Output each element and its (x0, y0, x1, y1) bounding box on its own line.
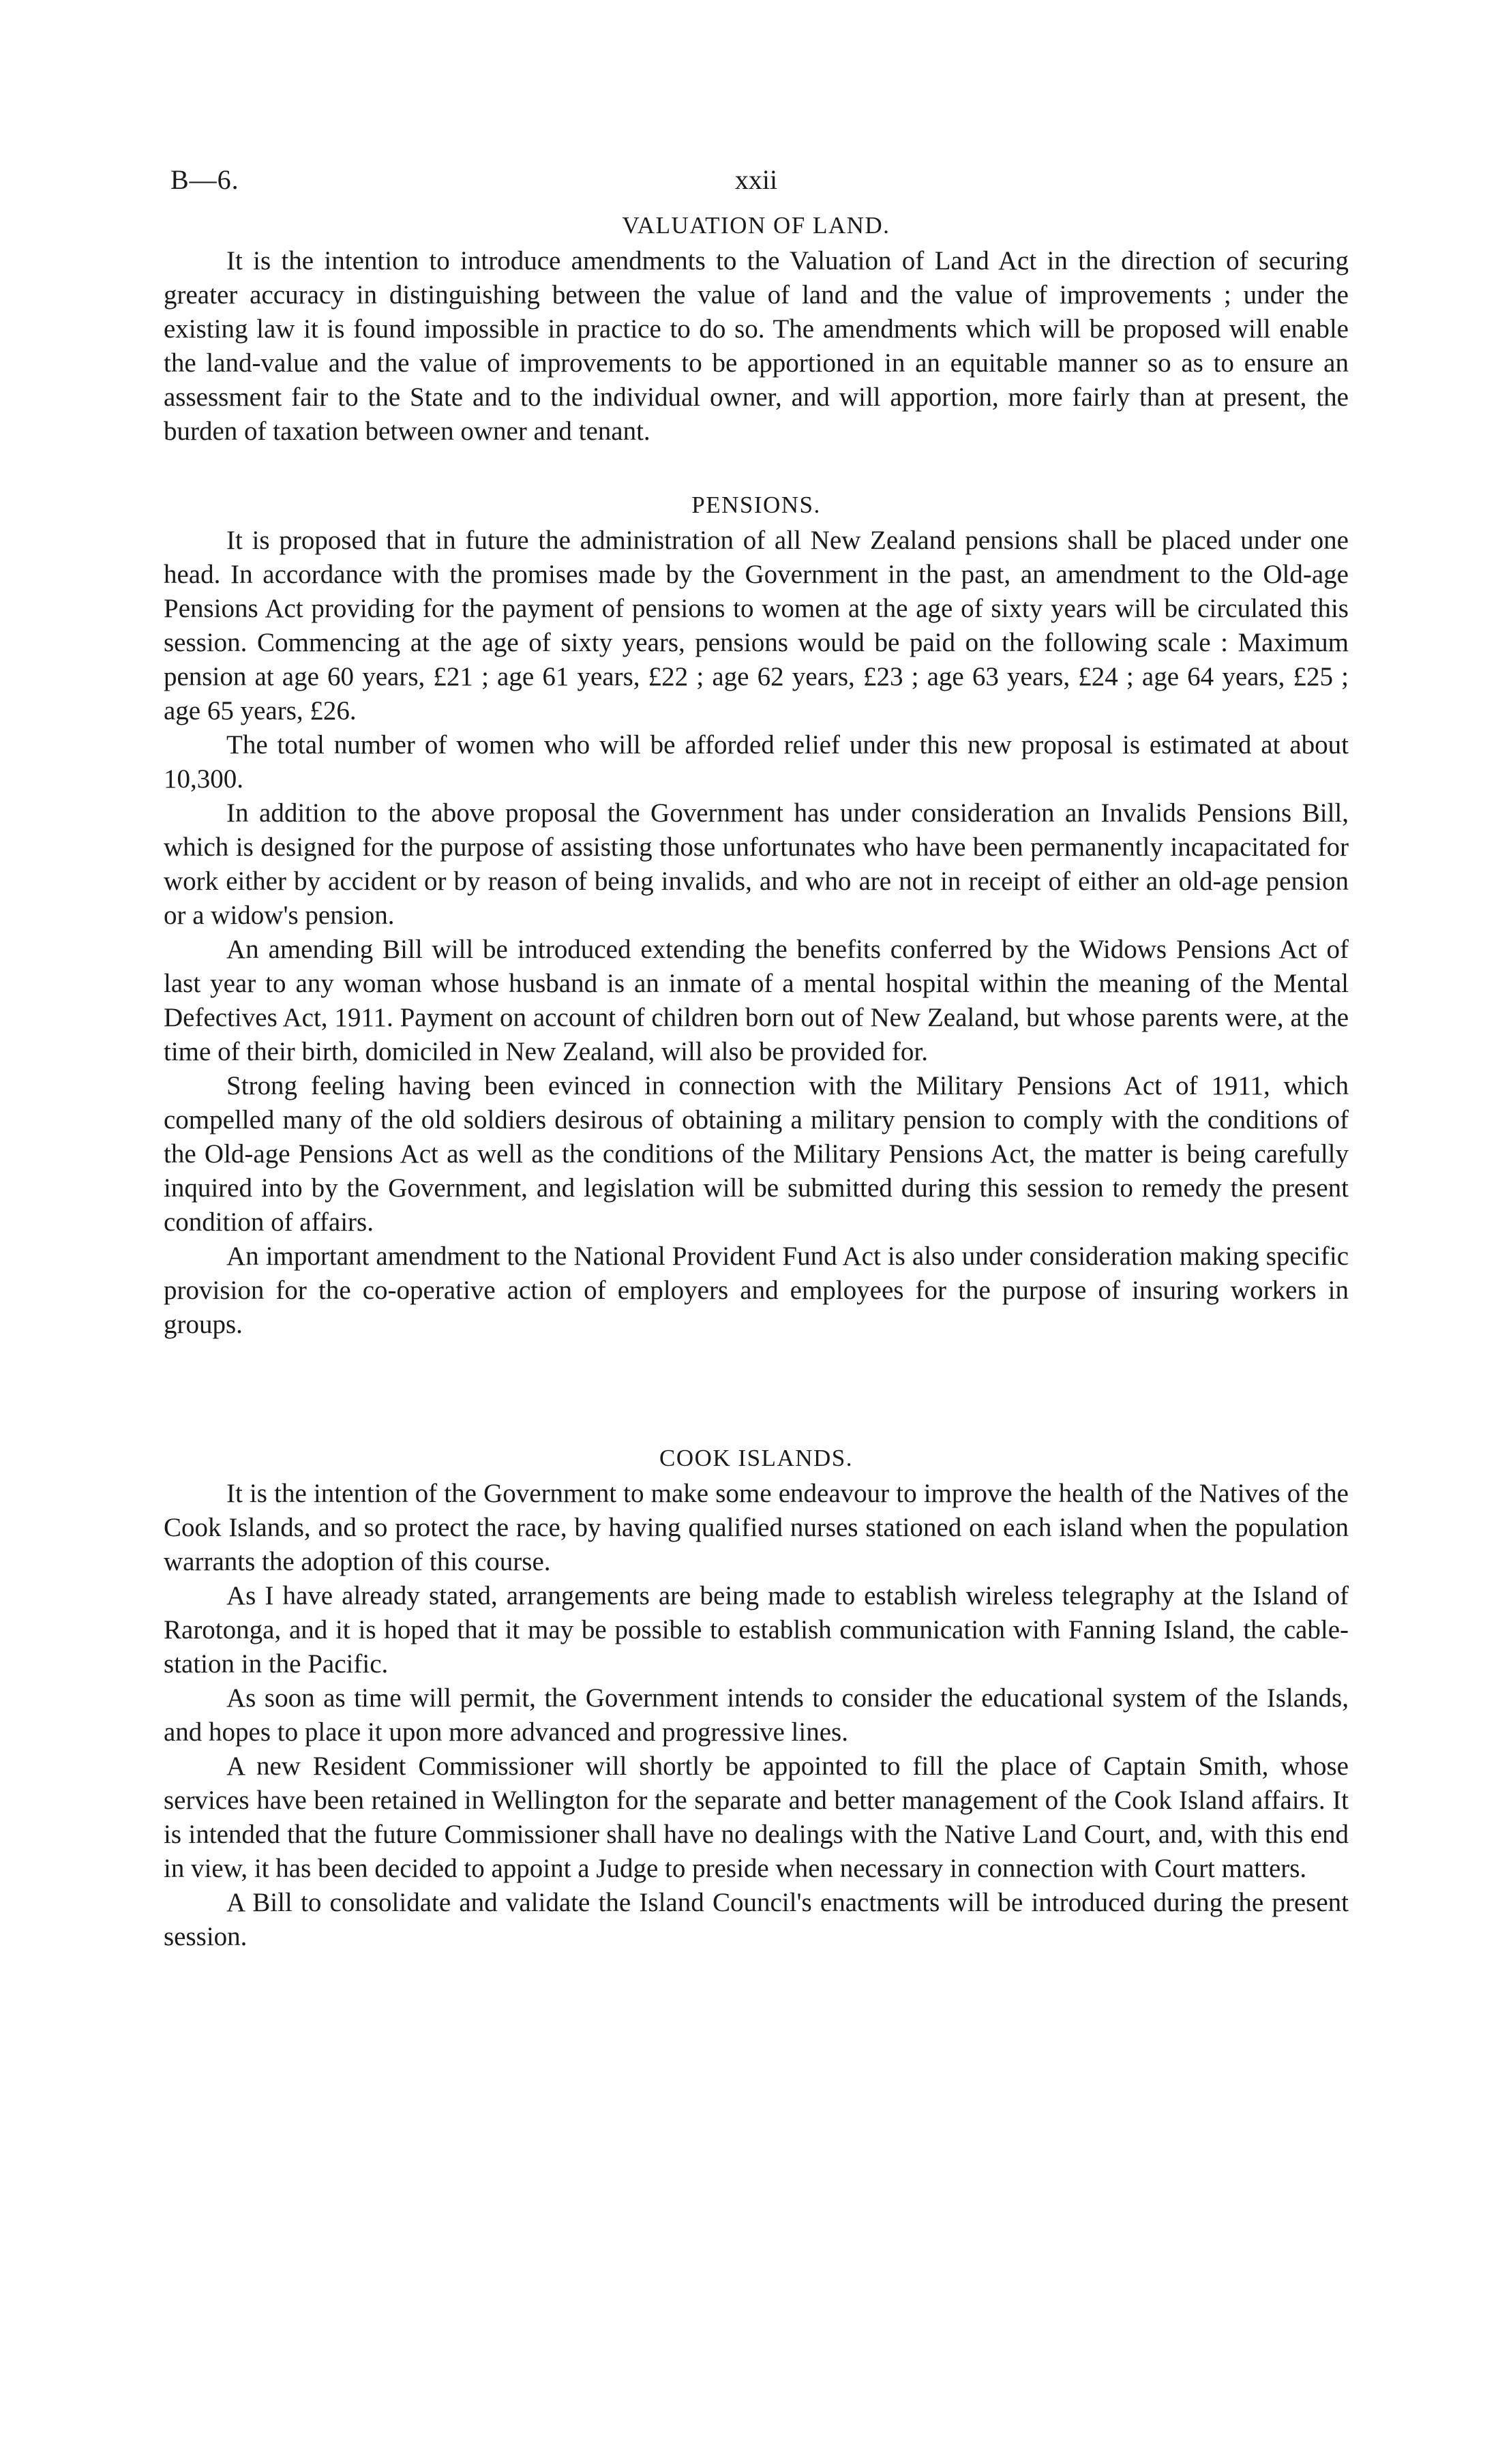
paragraph: It is the intention of the Government to make some endeavour to improve the health of the Natives of the Cook Islands, and so protect the race, by having qualified nurses stationed on each island when the population warrants the adoption of this course. (164, 1479, 1349, 1576)
section-heading: VALUATION OF LAND. (622, 212, 890, 239)
paragraph: An amending Bill will be introduced extending the benefits conferred by the Widows Pensions Act of last year to any woman whose husband is an inmate of a mental hospital within the meaning of the Mental Defectives Act, 1911. Payment on account of children born out of New Zealand, but whose parents were, at the time of their birth, domiciled in New Zealand, will also be provided for. (164, 935, 1349, 1066)
paragraph: A new Resident Commissioner will shortly be appointed to fill the place of Captain Smith, whose services have been retained in Wellington for the separate and better management of the Cook Island affairs. It is intended that the future Commissioner shall have no dealings with the Native Land Court, and, with this end in view, it has been decided to appoint a Judge to preside when necessary in connection with Court matters. (164, 1752, 1349, 1883)
paragraph: Strong feeling having been evinced in connection with the Military Pensions Act of 1911, which compelled many of the old soldiers desirous of obtaining a military pension to comply with the conditions of the Old-age Pensions Act as well as the conditions of the Military Pensions Act, the matter is being carefully inquired into by the Government, and legislation will be submitted during this session to remedy the present condition of affairs. (164, 1071, 1349, 1237)
section-heading: COOK ISLANDS. (659, 1445, 853, 1471)
section-cook-islands (164, 1444, 1349, 1954)
paragraph: As I have already stated, arrangements are being made to establish wireless telegraphy at the Island of Rarotonga, and it is hoped that it may be possible to establish communication with Fanning Island, the cable-station in the Pacific. (164, 1581, 1349, 1679)
section-heading: PENSIONS. (691, 492, 821, 518)
paragraph: It is the intention to introduce amendments to the Valuation of Land Act in the direction of securing greater accuracy in distinguishing between the value of land and the value of improvements ; under the existing law it is found impossible in practice to do so. The amendments which will be proposed will enable the land-value and the value of improvements to be apportioned in an equitable manner so as to ensure an assessment fair to the State and to the individual owner, and will apportion, more fairly than at present, the burden of taxation between owner and tenant. (164, 246, 1349, 446)
paragraph: It is proposed that in future the administration of all New Zealand pensions shall be placed under one head. In accordance with the promises made by the Government in the past, an amendment to the Old-age Pensions Act providing for the payment of pensions to women at the age of sixty years will be circulated this session. Commencing at the age of sixty years, pensions would be paid on the following scale : Maximum pension at age 60 years, £21 ; age 61 years, £22 ; age 62 years, £23 ; age 63 years, £24 ; age 64 years, £25 ; age 65 years, £26. (164, 526, 1349, 725)
paragraph: The total number of women who will be afforded relief under this new proposal is estimated at about 10,300. (164, 730, 1349, 794)
document-page (164, 164, 1349, 1954)
page-header (164, 164, 1349, 211)
paragraph: A Bill to consolidate and validate the Island Council's enactments will be introduced during the present session. (164, 1888, 1349, 1951)
paragraph: In addition to the above proposal the Government has under consideration an Invalids Pensions Bill, which is designed for the purpose of assisting those unfortunates who have been permanently incapacitated for work either by accident or by reason of being invalids, and who are not in receipt of either an old-age pension or a widow's pension. (164, 798, 1349, 930)
page-number: xxii (734, 164, 778, 195)
document-reference: B—6. (170, 164, 239, 195)
section-valuation-of-land (164, 211, 1349, 449)
paragraph: An important amendment to the National Provident Fund Act is also under consideration making specific provision for the co-operative action of employers and employees for the purpose of insuring workers in groups. (164, 1242, 1349, 1339)
paragraph: As soon as time will permit, the Government intends to consider the educational system of the Islands, and hopes to place it upon more advanced and progressive lines. (164, 1683, 1349, 1747)
section-pensions (164, 491, 1349, 1342)
